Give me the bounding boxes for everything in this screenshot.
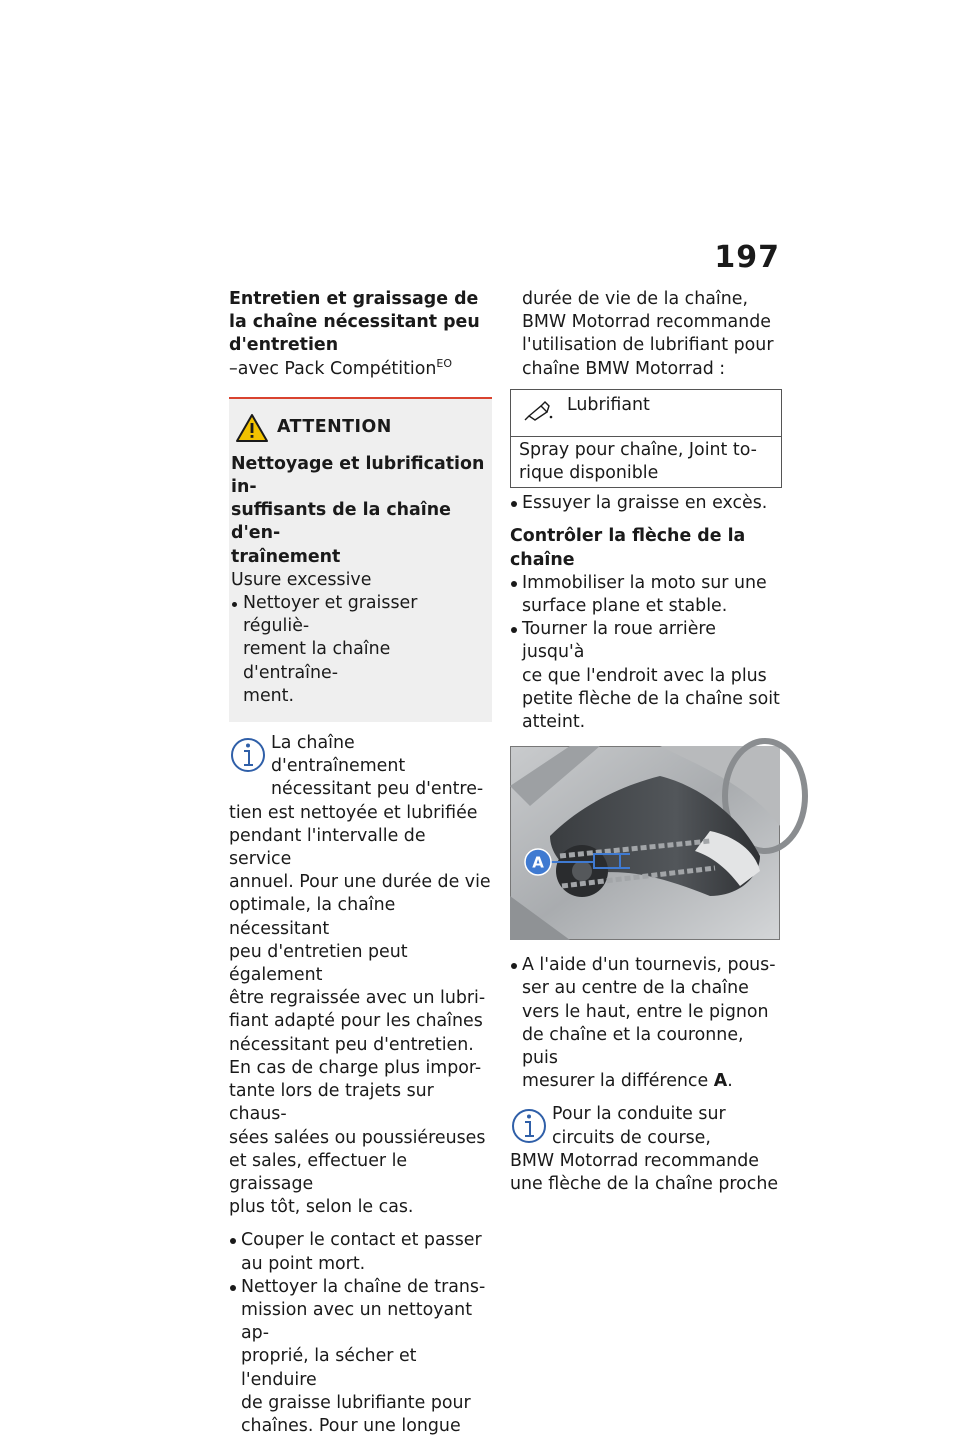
warning-action-list — [231, 592, 488, 708]
warning-cause: Nettoyage et lubrification in- suffisants de la chaîne d'en- traînement — [231, 453, 485, 567]
list-item: Nettoyer et graisser réguliè- rement la chaîne d'entraîne- ment. — [231, 592, 488, 708]
heading-line: la chaîne nécessitant peu — [229, 312, 480, 333]
option-code: EO — [436, 356, 452, 370]
continued-text: durée de vie de la chaîne, BMW Motorrad recommande l'utilisation de lubrifiant pour chaîne BMW Motorrad : — [522, 289, 774, 379]
option-subheading: –avec Pack Compétition$^{EO}$ — [229, 356, 452, 379]
chain-slack-list — [510, 572, 782, 734]
right-column — [510, 288, 782, 1196]
wipe-list — [510, 492, 782, 515]
warning-title: ATTENTION — [277, 417, 392, 438]
section-heading-chain-slack: Contrôler la flèche de la chaîne — [510, 526, 746, 570]
warning-box — [229, 399, 492, 722]
list-item: A l'aide d'un tournevis, pous- ser au centre de la chaîne vers le haut, entre le pignon de chaîne et la couronne, puis mesurer la différence A. — [510, 954, 782, 1093]
list-item: Couper le contact et passer au point mort. — [229, 1229, 492, 1275]
list-item: Immobiliser la moto sur une surface plane et stable. — [510, 572, 782, 618]
heading-line: Entretien et graissage de — [229, 289, 479, 309]
difference-label: A — [713, 1071, 728, 1092]
procedure-list — [229, 1229, 492, 1438]
info-icon — [229, 734, 267, 774]
warning-triangle-icon — [235, 413, 269, 443]
lubricant-table — [510, 389, 782, 488]
list-item: Nettoyer la chaîne de trans- mission avec un nettoyant ap- proprié, la sécher et l'enduire de graisse lubrifiante pour chaînes. Pour une longue — [229, 1276, 492, 1438]
lubricant-header-row — [511, 390, 781, 437]
photo-callout-a: A — [532, 853, 544, 872]
chain-photo — [510, 746, 780, 940]
warning-consequence: Usure excessive — [231, 569, 372, 590]
oil-can-icon — [523, 400, 555, 422]
warning-header — [231, 413, 488, 443]
heading-line: d'entretien — [229, 335, 339, 356]
list-item: Tourner la roue arrière jusqu'à ce que l'endroit avec la plus petite flèche de la chaîne soit atteint. — [510, 618, 782, 734]
info-note: La chaîne d'entraînement nécessitant peu d'entre- tien est nettoyée et lubrifiée pendant l'intervalle de service annuel. Pour une durée de vie optimale, la chaîne nécessitant peu d'entretien peut également être regraissée avec un lubri- fiant adapté pour les chaînes nécessitant peu d'entretien. En cas de charge plus impor- tante lors de trajets sur chaus- sées salées ou poussiéreuses et sales, effectuer le graissage plus tôt, selon le cas. — [229, 733, 491, 1218]
measure-list — [510, 954, 782, 1093]
lubricant-header: Lubrifiant — [567, 394, 650, 415]
left-column — [229, 288, 492, 1438]
section-heading-maintenance — [229, 288, 492, 358]
info-note-racing: Pour la conduite sur circuits de course, BMW Motorrad recommande une flèche de la chaîne proche — [510, 1104, 779, 1195]
page-number: 197 — [714, 240, 780, 275]
info-icon — [510, 1105, 548, 1145]
list-item: Essuyer la graisse en excès. — [510, 492, 782, 515]
lubricant-value: Spray pour chaîne, Joint to- rique disponible — [519, 439, 757, 484]
